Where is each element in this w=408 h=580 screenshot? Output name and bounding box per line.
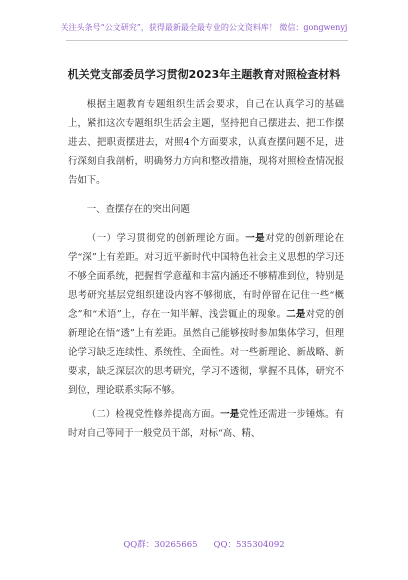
footer-qq-group: QQ群：30265665 [123, 540, 198, 550]
spacer [68, 219, 344, 229]
footer-contact [0, 538, 408, 550]
item1-point-one-label: 一是 [245, 233, 266, 244]
document-title: 机关党支部委员学习贯彻2023年主题教育对照检查材料 [67, 68, 341, 81]
item1-point-two-text: 对党的创新理论在悟“透”上有差距。虽然自己能够按时参加集体学习，但理论学习缺乏连续性、系统性、全面性。对一些新理论、新战略、新要求，缺乏深层次的思考研究，学习不透彻，掌握不具体，研究不到位，理论联系实际不够。 [68, 309, 344, 396]
section-heading: 一、查摆存在的突出问题 [86, 204, 190, 215]
item1-lead: （一）学习贯彻党的创新理论方面。 [86, 233, 246, 244]
spacer [68, 190, 344, 200]
intro-paragraph: 根据主题教育专题组织生活会要求，自己在认真学习的基础上，紧扣这次专题组织生活会主题，坚持把自己摆进去、把工作摆进去、把职责摆进去，对照4个方面要求，认真查摆问题不足，进行深刻自我剖析，明确努力方向和整改措施，现将对照检查情况报告如下。 [68, 99, 344, 186]
item2-point-one-label: 一是 [220, 409, 240, 420]
item1-paragraph [68, 229, 344, 400]
item2-point-one-text: 党性还需进一步锤炼。有时对自己等同于一般党员干部，对标“高、精、 [68, 409, 344, 439]
footer-qq: QQ：535304092 [213, 540, 285, 550]
item1-point-one-text: 对党的创新理论在学“深”上有差距。对习近平新时代中国特色社会主义思想的学习还不够全面系统，把握哲学意蕴和丰富内涵还不够精准到位，特别是思考研究基层党组织建设内容不够彻底，有时停留在记住一些“概念”和“术语”上，存在一知半解、浅尝辄止的现象。 [68, 233, 344, 320]
header-banner: 关注头条号“公文研究”，获得最新最全最专业的公文资料库！ 微信：gongwenyj [60, 23, 348, 32]
item2-lead: （二）检视党性修养提高方面。 [86, 409, 221, 420]
item1-point-two-label: 二是 [286, 309, 306, 320]
document-body [68, 95, 344, 443]
item2-paragraph [68, 405, 344, 443]
header-divider [66, 40, 348, 41]
